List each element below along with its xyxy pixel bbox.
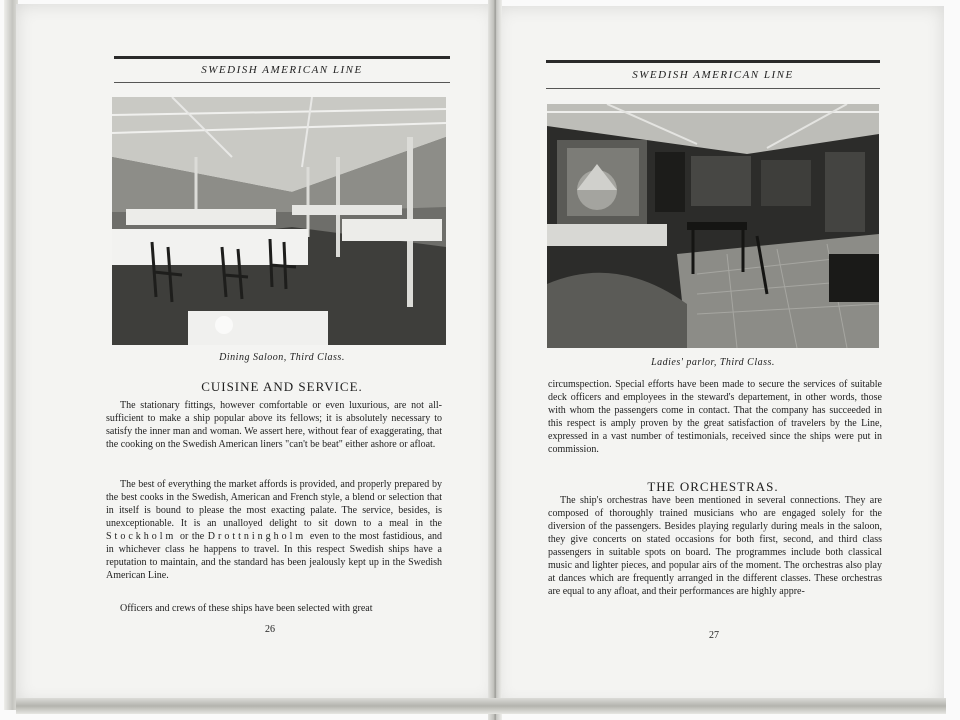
ladies-parlor-photo (547, 104, 879, 348)
dining-saloon-photo (112, 97, 446, 345)
right-paragraph-1: circumspection. Special efforts have been made to secure the services of suitable deck officers and employees in the steward's departement, in other words, those with whom the passengers come in contact. That the company has succeeded in this respect is amply proven by the great satisfaction of travelers by the Line, expressed in a vast number of testimonials, received since the ships were put in commission. (548, 379, 882, 455)
left-header-rule (114, 56, 450, 59)
ship-name-stockholm: Stockholm (106, 531, 177, 542)
left-paragraph-2-a: The best of everything the market affords is provided, and properly prepared by the best cooks in the Swedish, American and French style, a blend or selection that in itself is bound to please the most exacting palate. The service, besides, is unexceptionable. It is an unalloyed delight to sit down to a meal in the (106, 479, 442, 529)
right-section-heading: THE ORCHESTRAS. (647, 479, 779, 494)
left-running-header: SWEDISH AMERICAN LINE (201, 64, 363, 76)
dining-saloon-image (112, 97, 446, 345)
right-page-number: 27 (709, 630, 719, 641)
ladies-parlor-image (547, 104, 879, 348)
left-photo-caption: Dining Saloon, Third Class. (219, 352, 345, 363)
left-paragraph-2-b: even to the most fastidious, and in whichever class he happens to travel. In this respect Swedish ships have a reputation to maintain, and the standard has been jealously kept up in the Swedish American Line. (106, 531, 443, 581)
left-paragraph-2 (106, 478, 442, 582)
left-paragraph-2-or: or the (179, 531, 205, 542)
left-header-underline (114, 82, 450, 83)
left-section-heading: CUISINE AND SERVICE. (201, 379, 363, 394)
book-bottom-edge (16, 698, 946, 714)
right-header-underline (546, 88, 880, 89)
left-page-number: 26 (265, 624, 275, 635)
right-photo-caption: Ladies' parlor, Third Class. (651, 357, 775, 368)
right-header-rule (546, 60, 880, 63)
left-paragraph-3: Officers and crews of these ships have been selected with great (120, 603, 373, 614)
right-paragraph-2: The ship's orchestras have been mentioned in several connections. They are composed of thoroughly trained musicians who are engaged solely for the diversion of the passengers. Besides playing regularly during meals in the saloon, they give concerts on stated occasions for both first, second, and third class passengers in suitable spots on board. The programmes include both classical music and lighter pieces, and popular airs of the moment. The orchestras also play at dances which are frequently arranged in the different classes. These orchestras are equal to any afloat, and their performances are highly appre- (548, 495, 882, 597)
right-running-header: SWEDISH AMERICAN LINE (632, 69, 794, 81)
left-paragraph-1: The stationary fittings, however comfortable or even luxurious, are not all-sufficient to make a ship popular above its fellows; it is absolutely necessary to satisfy the inner man and woman. We assert here, without fear of exaggerating, that the cooking on the Swedish American liners "can't be beat" either ashore or afloat. (106, 400, 442, 450)
book-gutter (488, 0, 502, 720)
ship-name-drottningholm: Drottningholm (207, 531, 307, 542)
